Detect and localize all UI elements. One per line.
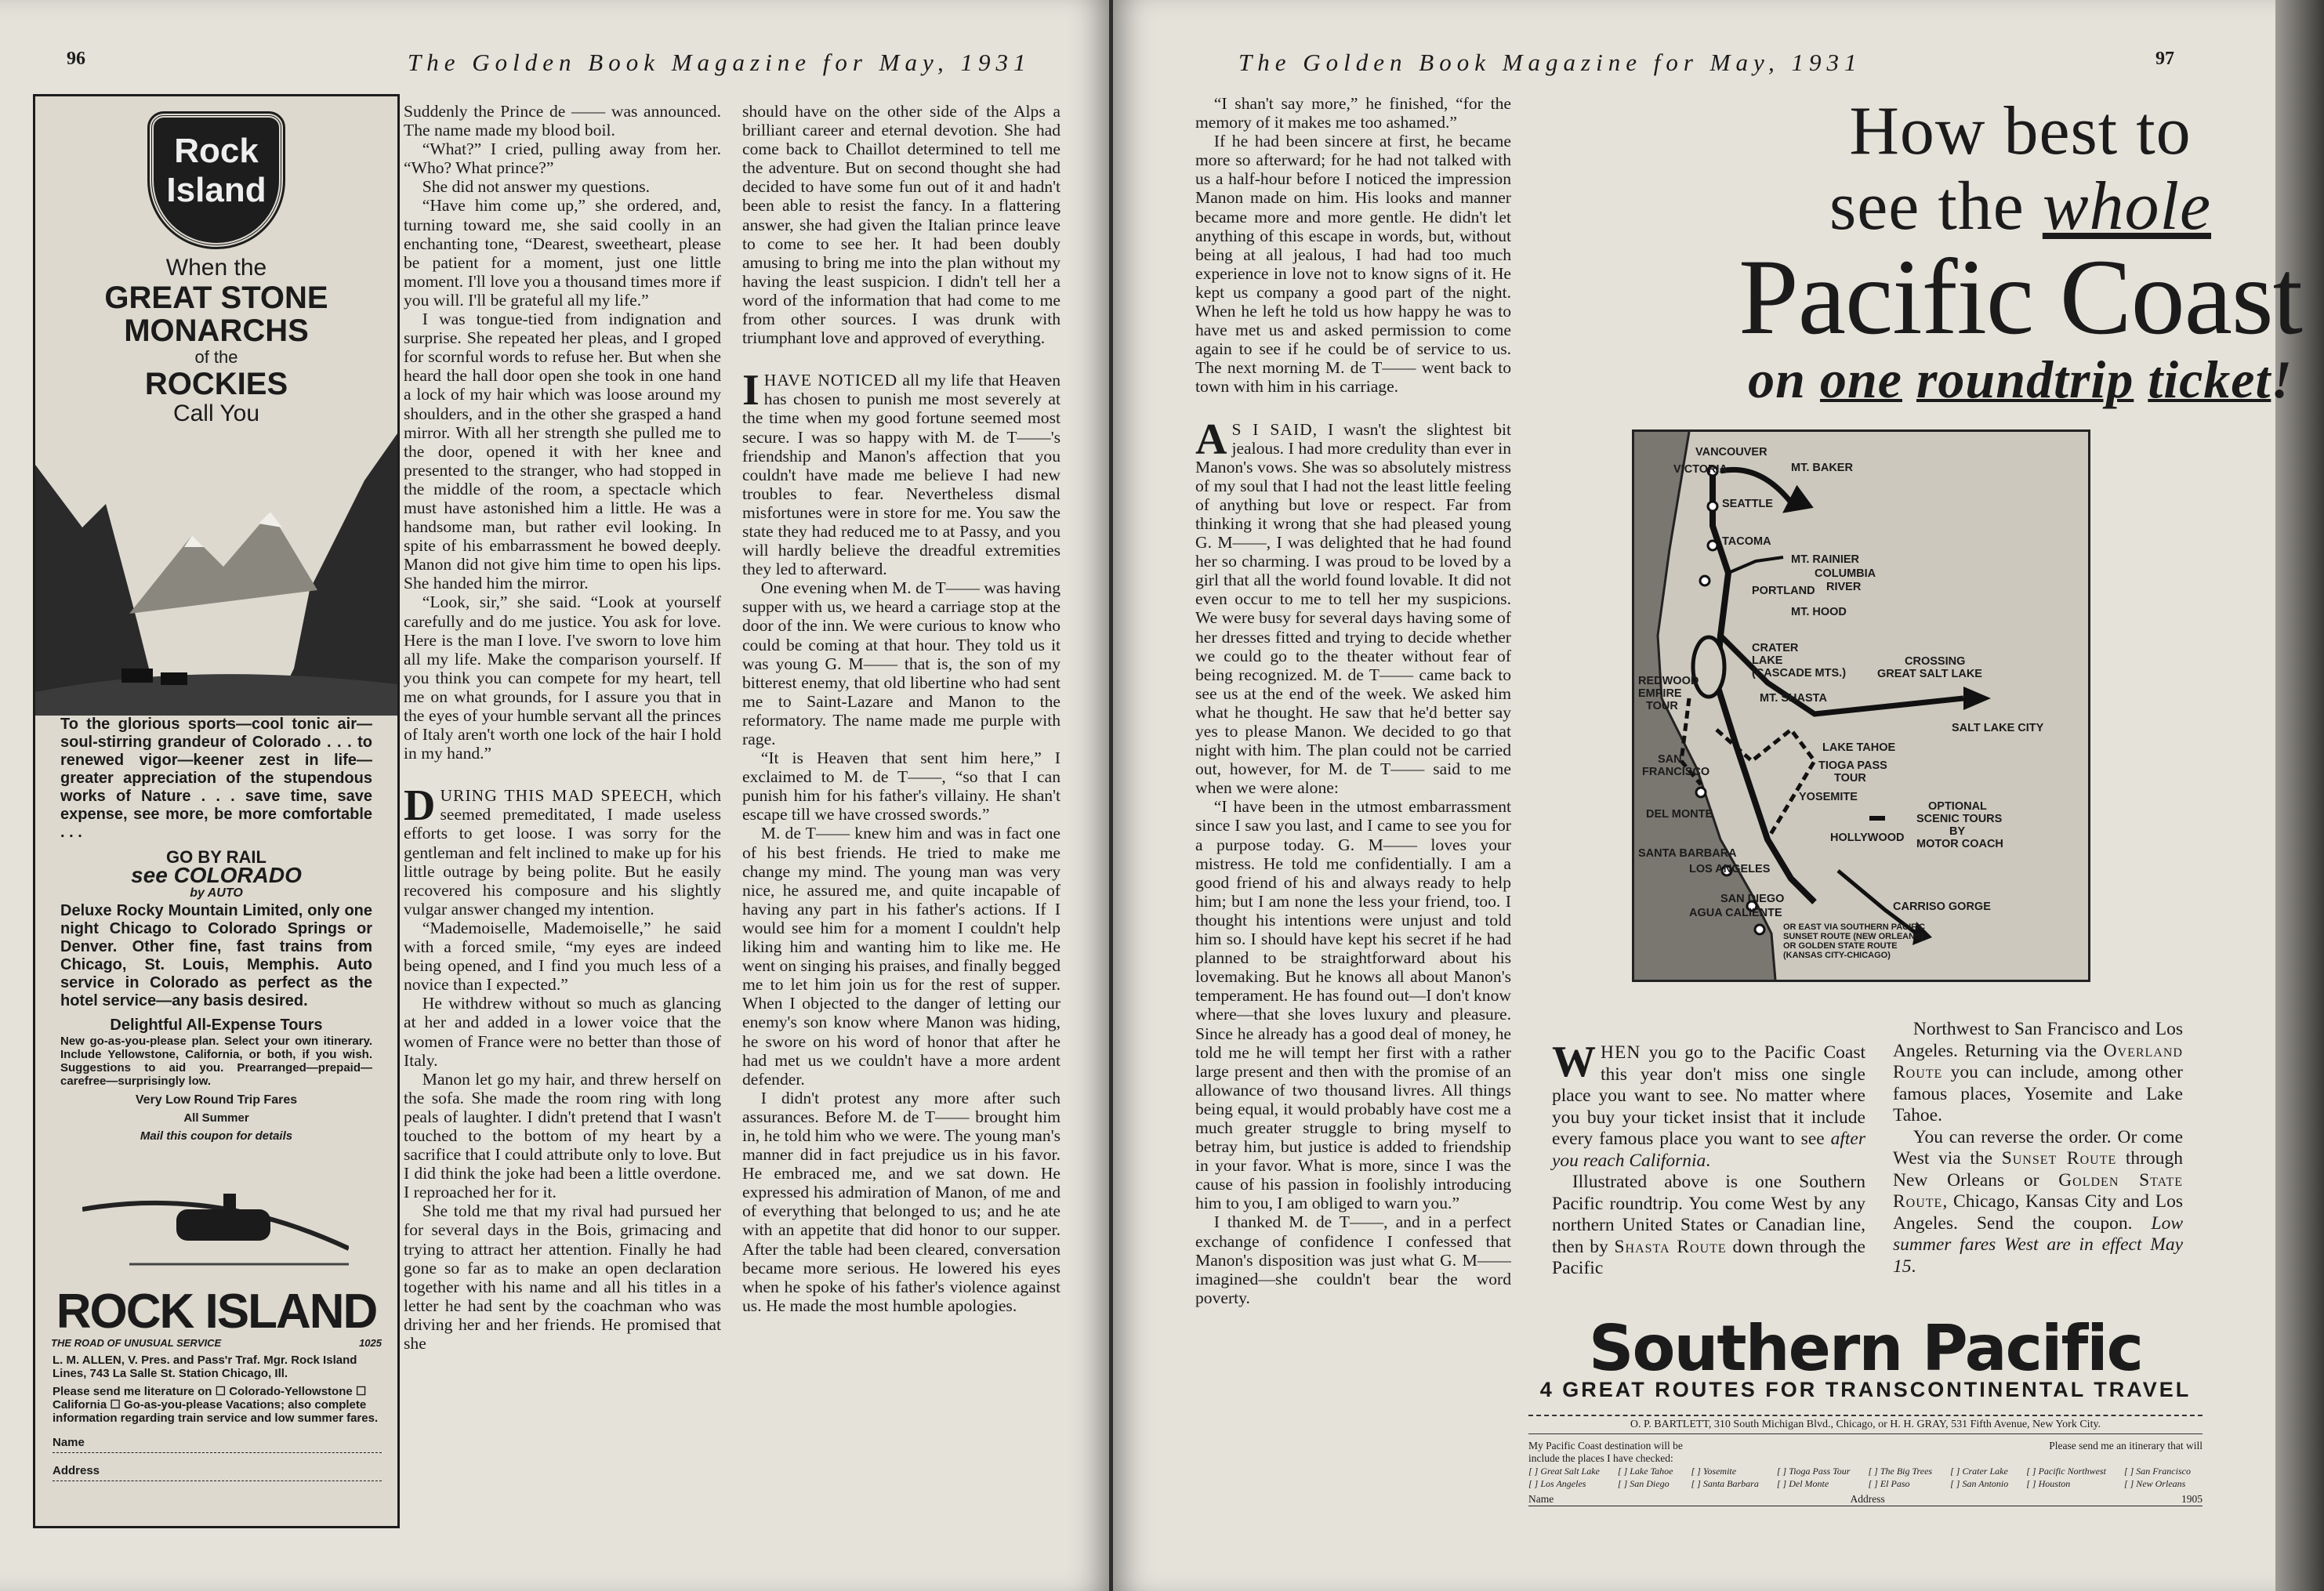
map-note: SUNSET ROUTE (NEW ORLEANS) [1783,932,1924,941]
map-label: EMPIRE [1638,687,1682,700]
paragraph-text: I thanked M. de T——, and in a perfect exchange of confidence I confessed that Manon's disposition was just what G. M—— imagined—she couldn't bear the word poverty. [1195,1212,1511,1307]
ad-body-right [1893,1019,2183,1278]
coupon-text: Please send me an itinerary that will [2049,1440,2203,1451]
headline-line: of the [194,347,238,367]
headline-part: see the [1829,169,2043,245]
map-legend: MOTOR COACH [1916,838,2003,850]
italic-text: Low summer fares West are in effect May 15 [1893,1212,2183,1277]
map-label: DEL MONTE [1646,808,1713,821]
headline-line: ROCKIES [144,367,288,401]
ad-tagline [51,1337,382,1349]
paragraph-text: Suddenly the Prince de —— was announced. The name made my blood boil. [404,102,721,140]
paragraph [742,748,1060,824]
map-label: YOSEMITE [1799,791,1858,803]
map-label: SAN [1658,753,1682,766]
ad-body: To the glorious sports—cool tonic air—soul-stirring grandeur of Colorado . . . to renewed vigor—keener zest in life—greater appreciation of the stupendous works of Nature . . . save time, save expense, see more, be more comfortable . . . [60,716,372,841]
southern-pacific-brand: Southern Pacific [1588,1312,2143,1385]
headline-part: on [1748,350,1820,409]
drop-cap: A [1195,415,1227,464]
ad-headline-3: Pacific Coast [1738,237,2302,357]
deluxe-text: Deluxe Rocky Mountain Limited, only one night Chicago to Colorado Springs or Denver. Other fine, fast trains from Chicago, St. Louis, Memphis. Auto service in Colorado as perfect as the hotel service—any basis desired. [60,902,372,1009]
name-label: Name [1528,1493,1554,1505]
paragraph-text: you can include, among other famous places, Yosemite and Lake Tahoe. [1893,1062,2183,1125]
coupon-options [1528,1465,2203,1490]
rock-island-logo [150,114,283,247]
map-label: PORTLAND [1752,585,1815,597]
paragraph-text: “I have been in the utmost embarrassment since I saw you last, and I came to see you for a purpose today. G. M—— loves your mistress. He told me confidentially. I am a good friend of his and always ready to help him; but I am none the less your friend, too. I thought his intentions were unjust and told him so. I should have kept his secret if he had planned to be straightforward about his lovemaking. But he knows all about Manon's temperament. He has found out—I don't know where—that she loves luxury and pleasure. Since he already has a good deal of money, he told me he will tempt her first with a rather large present and then with the promise of an allowance of two thousand livres. All things being equal, it would probably have cost me a much greater struggle to bring myself to betray him, but justice is added to friendship in your favor. What is more, since I was the cause of his passion in foolishly introducing him to you, I am obliged to warn you.” [1195,797,1511,1213]
southern-pacific-subtitle: 4 GREAT ROUTES FOR TRANSCONTINENTAL TRAVEL [1539,1378,2192,1401]
coupon-note: Mail this coupon for details [140,1129,293,1143]
paragraph-text: You can reverse the order. Or come West via the [1893,1126,2183,1169]
southern-pacific-coupon [1528,1440,2203,1506]
coupon-option: [ ] El Paso [1868,1478,1910,1489]
map-label: REDWOOD [1638,675,1699,687]
coupon-option: [ ] Yosemite [1691,1466,1737,1477]
map-label: VICTORIA [1673,463,1728,476]
address-field[interactable] [53,1464,382,1481]
map-label: LAKE TAHOE [1822,741,1896,754]
map-label: COLUMBIA [1815,567,1876,580]
map-label: TOUR [1646,700,1678,712]
paragraph-text: “What?” I cried, pulling away from her. “Who? What prince?” [404,140,721,178]
map-label: CRATER [1752,642,1799,654]
paragraph [404,310,721,593]
fares-sub: All Summer [183,1111,249,1125]
coupon-option: [ ] The Big Trees [1868,1466,1933,1477]
address-label: Address [1850,1493,1885,1505]
tours-heading: Delightful All-Expense Tours [110,1017,323,1034]
section-start-paragraph [742,366,1060,579]
paragraph-text: I was tongue-tied from indignation and surprise. She repeated her pleas, and I groped for scornful words to refuse her. But when she heard the hall door open she took in one hand a lock of my hair which was loose around my shoulders, and in the other she grasped a hand mirror. With all her strength she pulled me to the door, opened it with her knee and presented to the stranger, who had stopped in the middle of the room, a spectacle which must have astonished him a little. He was a handsome man, but rather evil looking. In spite of his embarrassment he bowed deeply. Manon did not give him time to open his lips. She handed him the mirror. [404,310,721,593]
coupon-option: [ ] Great Salt Lake [1528,1466,1600,1477]
map-label: MT. RAINIER [1791,553,1859,566]
headline-part: ticket [2148,350,2271,409]
paragraph-text: you go to the Pacific Coast this year don't miss one single place you want to see. No matter where you buy your ticket insist that it include every famous place you want to see [1552,1042,1865,1149]
paragraph [1893,1019,2183,1127]
text-column-2 [742,102,1060,1536]
coupon-option: [ ] Crater Lake [1950,1466,2008,1477]
page-number: 97 [2155,49,2174,69]
paragraph-text: . [1706,1150,1711,1171]
rock-island-ad [33,94,400,1528]
ad-code: 1025 [359,1337,382,1349]
map-label: MT. BAKER [1791,462,1853,474]
by-auto: by AUTO [190,886,243,900]
coupon-option: [ ] Lake Tahoe [1617,1466,1673,1477]
coupon-option: [ ] San Francisco [2123,1466,2191,1477]
headline-part: one [1819,350,1902,409]
map-label: SEATTLE [1722,498,1773,510]
address-label: Address [53,1464,100,1477]
mountain-illustration [35,433,397,716]
map-legend: SCENIC TOURS [1916,813,2003,825]
coupon-row [1528,1440,2203,1452]
rock-island-brand: ROCK ISLAND [56,1285,377,1339]
headline-part: roundtrip [1916,350,2134,409]
ad-body-left [1552,1019,1865,1280]
coupon-option: [ ] Los Angeles [1528,1478,1586,1489]
paragraph-text: should have on the other side of the Alps a brilliant career and eternal devotion. She had come back to Chaillot determined to tell me the adventure. But on second thought she had decided to have some fun out of it and hadn't been able to resist the fancy. In a flattering answer, she had given the Italian prince leave to come to see her. It had been doubly amusing to bring me into the plan without my having the least suspicion. I didn't tell her a word of the information that had come to me from other sources. I was drunk with triumphant love and approved of everything. [742,102,1060,348]
text-column-1 [404,102,721,1536]
drop-cap: I [742,366,760,415]
paragraph-text: “It is Heaven that sent him here,” I exclaimed to M. de T——, “so that I can punish him for his father's villainy. He shan't escape till we have crossed swords.” [742,748,1060,824]
paragraph-text: through New Orleans or [1893,1148,2183,1191]
ad-headline-1: How best to [1849,93,2192,169]
map-label: CROSSING [1905,655,1966,668]
paragraph [742,1089,1060,1315]
section-start-paragraph [1552,1038,1865,1172]
small-caps-lead: HAVE NOTICED [763,371,898,390]
running-head: The Golden Book Magazine for May, 1931 [408,49,1031,76]
text-column-3 [1195,94,1511,1528]
paragraph-text: Illustrated above is one Southern Pacific roundtrip. You come West by any northern United States or Canadian line, then by [1552,1172,1865,1257]
paragraph [1195,797,1511,1212]
paragraph [404,1070,721,1202]
map-label: SALT LAKE CITY [1952,722,2044,734]
coupon-text: My Pacific Coast destination will be [1528,1440,1683,1451]
paragraph [742,102,1060,347]
paragraph [1893,1127,2183,1278]
paragraph [1195,1212,1511,1307]
coupon-option: [ ] Houston [2026,1478,2071,1489]
fares-heading: Very Low Round Trip Fares [135,1093,298,1107]
map-label: SANTA BARBARA [1638,847,1737,860]
paragraph-text: all my life that Heaven has chosen to punish me most severely at the time when my good fortune seemed most secure. I was so happy with M. de T——'s friendship and Manon's affection that you couldn't have made me believe I had new troubles to fear. Nevertheless dismal misfortunes were in store for me. You saw the state they had reduced me to at Passy, and you will hardly believe the dreadful extremities they led to afterward. [742,371,1060,579]
coupon-option: [ ] Tioga Pass Tour [1776,1466,1851,1477]
route-map [1632,429,2090,982]
paragraph-text: “Have him come up,” she ordered, and, turning toward me, she said coolly in an enchanting tone, “Dearest, sweetheart, please be patient for a moment, just one little moment. I'll love you a thousand times more if you will. I'll be grateful all my life.” [404,196,721,310]
paragraph-text: She told me that my rival had pursued her for several days in the Bois, grimacing and trying to attract her attention. Finally he had gone so far as to make an open declaration together with his name and all his titles in a letter he had sent by the coachman who was driving her and her friends. He promised that she [404,1201,721,1353]
name-label: Name [53,1436,85,1449]
drop-cap: W [1552,1038,1596,1086]
paragraph-text: Manon let go my hair, and threw herself on the sofa. She made the room ring with long peals of laughter. I didn't pretend that I wasn't touched to the bottom of my heart by a sacrifice that I could attribute only to love. But I did think the joke had been a little overdone. I reproached her for it. [404,1069,721,1202]
southern-pacific-ad [1528,93,2324,1505]
map-label: MT. HOOD [1791,606,1847,618]
ad-headline [35,255,397,427]
page-number: 96 [67,49,85,69]
headline-line: Call You [172,400,260,426]
coupon-option: [ ] Santa Barbara [1691,1478,1759,1489]
paragraph [404,177,721,196]
paragraph [404,102,721,140]
paragraph-text: Northwest to San Francisco and Los Angeles. Returning via the [1893,1019,2183,1061]
paragraph-text: which seemed premeditated, I made useless efforts to get loose. I was sorry for the gentleman and felt inclined to make up for his little outrage by being polite. But he easily recovered his composure and his slightly vulgar answer changed my intention. [404,786,721,919]
paragraph-text: “Mademoiselle, Mademoiselle,” he said with a forced smile, “my eyes are indeed being opened, and I find you much less of a novice than I expected.” [404,918,721,995]
map-label: RIVER [1826,581,1862,593]
map-label: SAN DIEGO [1720,893,1785,905]
paragraph [404,919,721,994]
map-note: OR EAST VIA SOUTHERN PACIFIC [1783,922,1925,932]
paragraph-text: M. de T—— knew him and was in fact one of his best friends. He tried to make me change my mind. The young man was very nice, he assured me, and quite incapable of having any part in his father's actions. If I would see him for a moment I couldn't help liking him and wanting him to like me. He went on singing his praises, and finally begged me to let him join us for the rest of supper. When I objected to the danger of letting our enemy's son know where Manon was hiding, he swore on his word of honor that after he had met us we couldn't have a more ardent defender. [742,824,1060,1089]
paragraph [404,593,721,763]
map-label: CARRISO GORGE [1893,901,1991,913]
coupon-fields [1528,1493,2203,1506]
paragraph [1195,132,1511,396]
paragraph-text: down through the Pacific [1552,1236,1865,1278]
go-by-rail: GO BY RAIL [166,847,266,867]
paragraph [404,196,721,310]
map-label: TOUR [1834,772,1866,785]
paragraph-text: I wasn't the slightest bit jealous. I had more credulity than ever in Manon's vows. She was so absolutely mistress of my soul that I had not the least little feeling of anything but love or respect. Far from thinking it wrong that she had pleased young G. M——, I was delighted that he had found her so charming. I was proud to be loved by a girl that all the world found lovable. It did not even occur to me to tell her my suspicions. We were busy for several days having some of her dresses fitted and trying to decide whether we could go to the theater without fear of being recognized. M. de T—— came back to see us at the end of the week. We asked him what he thought. He saw that he'd better say yes to please Manon. We decided to go that night with him. The plan could not be carried out, however, for M. de T—— said to me when we were alone: [1195,419,1511,798]
paragraph [404,140,721,177]
paragraph-text: “Look, sir,” she said. “Look at yourself carefully and do me justice. You ask for love. Here is the man I love. I've sworn to love him all my life. Make the comparison yourself. If you think you can compete for my heart, tell me on what grounds, for I assure you that in the eyes of your humble servant all the princes of Italy aren't worth one lock of the hair I hold in my hand.” [404,593,721,763]
map-label: LAKE [1752,654,1783,667]
map-label: AGUA CALIENTE [1689,907,1782,919]
small-caps-lead: S I SAID, [1231,419,1318,439]
map-label: (CASCADE MTS.) [1752,667,1847,680]
see-colorado: see COLORADO [131,863,302,887]
coupon-option: [ ] Pacific Northwest [2026,1466,2106,1477]
map-label: FRANCISCO [1642,766,1710,778]
headline-part [1902,350,1916,409]
left-page [0,0,1109,1591]
section-start-paragraph [404,781,721,919]
map-label: GREAT SALT LAKE [1877,668,1982,680]
ad-code: 1905 [2181,1493,2203,1505]
route-name: Overland Route [1893,1040,2183,1082]
route-name: Sunset Route [2001,1148,2117,1169]
ad-headline-4 [1528,350,2324,409]
name-field[interactable] [53,1436,382,1453]
map-label: TIOGA PASS [1818,759,1887,772]
ad-headline-2 [1528,169,2324,245]
paragraph [742,824,1060,1088]
map-legend: BY [1949,825,1966,838]
paragraph-text: I didn't protest any more after such assurances. Before M. de T—— brought him in, he told him who we were. The young man's manner did in fact prejudice us in his favor. He embraced me, and we sat down. He expressed his admiration of Manon, of me and of everything that belonged to us; and he ate with an appetite that did honor to our supper. After the table had been cleared, conversation became more serious. He lowered his eyes when he spoke of his father's violence against us. He made the most humble apologies. [742,1088,1060,1315]
map-note: (KANSAS CITY-CHICAGO) [1783,951,1891,960]
tours-body: New go-as-you-please plan. Select your own itinerary. Include Yellowstone, California, or both, if you wish. Suggestions to aid you. Prearranged—prepaid—carefree—surprisingly low. [60,1035,372,1088]
running-head: The Golden Book Magazine for May, 1931 [1238,49,1862,76]
train-illustration [82,1178,349,1272]
headline-part: ! [2271,350,2293,409]
rock-island-coupon [53,1354,382,1481]
small-caps-lead: HEN [1601,1042,1641,1063]
map-label: LOS ANGELES [1689,863,1771,875]
coupon-option: [ ] New Orleans [2123,1478,2186,1489]
map-label: TACOMA [1722,535,1771,548]
paragraph [742,578,1060,748]
paragraph [404,994,721,1069]
paragraph-text: One evening when M. de T—— was having supper with us, we heard a carriage stop at the door of the inn. We were curious to know who could be coming at that hour. They told us it was young G. M—— that is, the son of my bitterest enemy, that old libertine who had sent me to Saint-Lazare and Manon to the reformatory. The name made me purple with rage. [742,578,1060,748]
map-label: MT. SHASTA [1760,692,1827,705]
map-label: VANCOUVER [1695,446,1767,458]
paragraph-text: “I shan't say more,” he finished, “for the memory of it makes me too ashamed.” [1195,94,1511,132]
section-start-paragraph [1195,415,1511,798]
map-note: OR GOLDEN STATE ROUTE [1783,941,1898,951]
paragraph-text: , Chicago, Kansas City and Los Angeles. Send the coupon. [1893,1191,2183,1234]
italic-text: after you reach California [1552,1129,1865,1171]
paragraph-text: He withdrew without so much as glancing at her and added in a lower voice that the women of France were no better than those of Italy. [404,994,721,1070]
headline-part: whole [2042,169,2212,245]
coupon-text: Please send me literature on ☐ Colorado-Yellowstone ☐ California ☐ Go-as-you-please Vacations; also complete information regarding train service and low summer fares. [53,1385,379,1425]
logo-line: Rock [174,132,259,170]
coupon-text: include the places I have checked: [1528,1452,1673,1464]
paragraph-text: She did not answer my questions. [422,177,651,197]
headline-line: GREAT STONE [104,281,328,315]
right-page [1113,0,2324,1591]
contact-text: L. M. ALLEN, V. Pres. and Pass'r Traf. Mgr. Rock Island Lines, 743 La Salle St. Station Chicago, Ill. [53,1354,357,1380]
coupon-option: [ ] Del Monte [1776,1478,1829,1489]
route-name: Golden State Route [1893,1169,2183,1212]
small-caps-lead: URING THIS MAD SPEECH, [440,786,674,806]
drop-cap: D [404,781,436,831]
coupon-option: [ ] San Antonio [1950,1478,2009,1489]
coupon-option: [ ] San Diego [1617,1478,1670,1489]
map-drawing [1634,432,2088,980]
headline-line: MONARCHS [124,313,309,348]
address-field[interactable] [1850,1493,1884,1506]
tagline-text: THE ROAD OF UNUSUAL SERVICE [51,1337,222,1349]
paragraph [1195,94,1511,132]
paragraph-text: If he had been sincere at first, he became more so afterward; for he had not talked with us a half-hour before I noticed the impression Manon made on him. His looks and manner became more and more gentle. He didn't let anything of this escape in words, but, without being at all jealous, I had had too much experience in love not to know signs of it. He kept us company a good part of the night. When he left he told us how happy he was to have met us and asked permission to come again to see if he could be of service to us. The next morning M. de T—— went back to town with him in his carriage. [1195,132,1511,397]
map-label: HOLLYWOOD [1830,832,1905,844]
paragraph [1552,1172,1865,1280]
route-name: Shasta Route [1614,1236,1727,1257]
name-field[interactable] [1528,1493,1554,1506]
headline-part [2134,350,2148,409]
headline-line: When the [165,255,267,281]
paragraph-text: . [1911,1256,1916,1277]
southern-pacific-address: O. P. BARTLETT, 310 South Michigan Blvd., Chicago, or H. H. GRAY, 531 Fifth Avenue, New York City. [1528,1415,2203,1434]
paragraph [404,1201,721,1353]
logo-line: Island [166,171,266,209]
map-legend: OPTIONAL [1928,800,1987,813]
